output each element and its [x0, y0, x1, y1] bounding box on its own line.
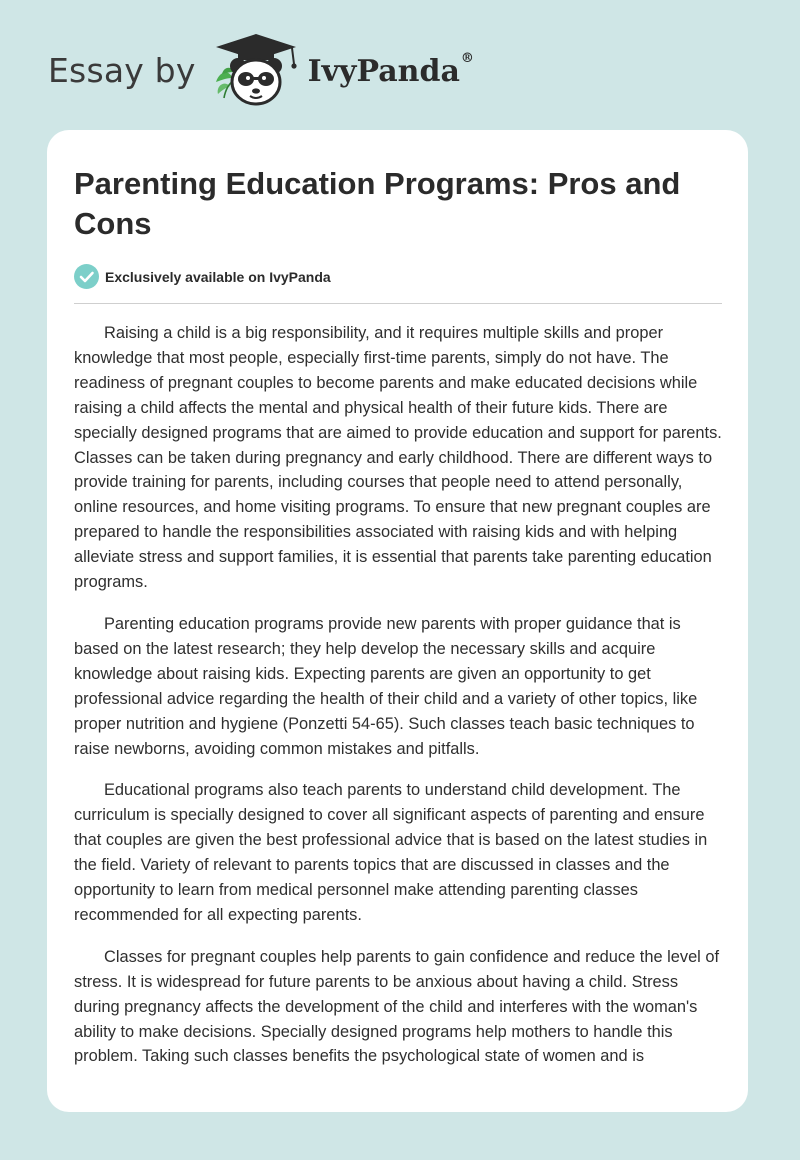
site-header [48, 30, 474, 110]
panda-graduation-cap-icon[interactable] [210, 30, 302, 110]
essay-by-label: Essay by [48, 50, 196, 90]
page-title: Parenting Education Programs: Pros and Cons [74, 166, 681, 241]
paragraph: Classes for pregnant couples help parents to gain confidence and reduce the level of stress. It is widespread for future parents to be anxious about having a child. Stress during pregnancy affects the development of the child and interferes with the woman's ability to make decisions. Specially designed programs help mothers to handle this problem. Taking such classes benefits the psychological state of women and is [74, 947, 720, 1066]
brand-name: IvyPanda [307, 53, 460, 89]
check-circle-icon [74, 264, 99, 289]
brand-logo-text[interactable] [307, 50, 474, 89]
article-body [74, 321, 726, 1086]
divider [74, 303, 722, 304]
registered-mark: ® [460, 50, 474, 66]
article-card [47, 130, 748, 1112]
exclusive-badge [74, 264, 331, 289]
badge-label: Exclusively available on IvyPanda [105, 268, 331, 285]
paragraph: Raising a child is a big responsibility, and it requires multiple skills and proper knowledge that most people, especially first-time parents, simply do not have. The readiness of pregnant couples to become parents and make educated decisions while raising a child affects the mental and physical health of their future kids. There are specially designed programs that are aimed to provide education and support for parents. Classes can be taken during pregnancy and early childhood. There are different ways to provide training for parents, including courses that people need to attend personally, online resources, and home visiting programs. To ensure that new pregnant couples are prepared to handle the responsibilities associated with raising kids and with helping alleviate stress and support families, it is essential that parents take parenting education programs. [74, 324, 722, 592]
paragraph: Educational programs also teach parents to understand child development. The curriculum is specially designed to cover all significant aspects of parenting and ensure that couples are given the best professional advice that is based on the latest studies in the field. Variety of relevant to parents topics that are discussed in classes and the opportunity to learn from medical personnel make attending parenting classes recommended for all expecting parents. [74, 781, 708, 924]
paragraph: Parenting education programs provide new parents with proper guidance that is based on the latest research; they help develop the necessary skills and acquire knowledge about raising kids. Expecting parents are given an opportunity to get professional advice regarding the health of their child and a variety of other topics, like proper nutrition and hygiene (Ponzetti 54-65). Such classes teach basic techniques to raise newborns, avoiding common mistakes and pitfalls. [74, 614, 698, 758]
